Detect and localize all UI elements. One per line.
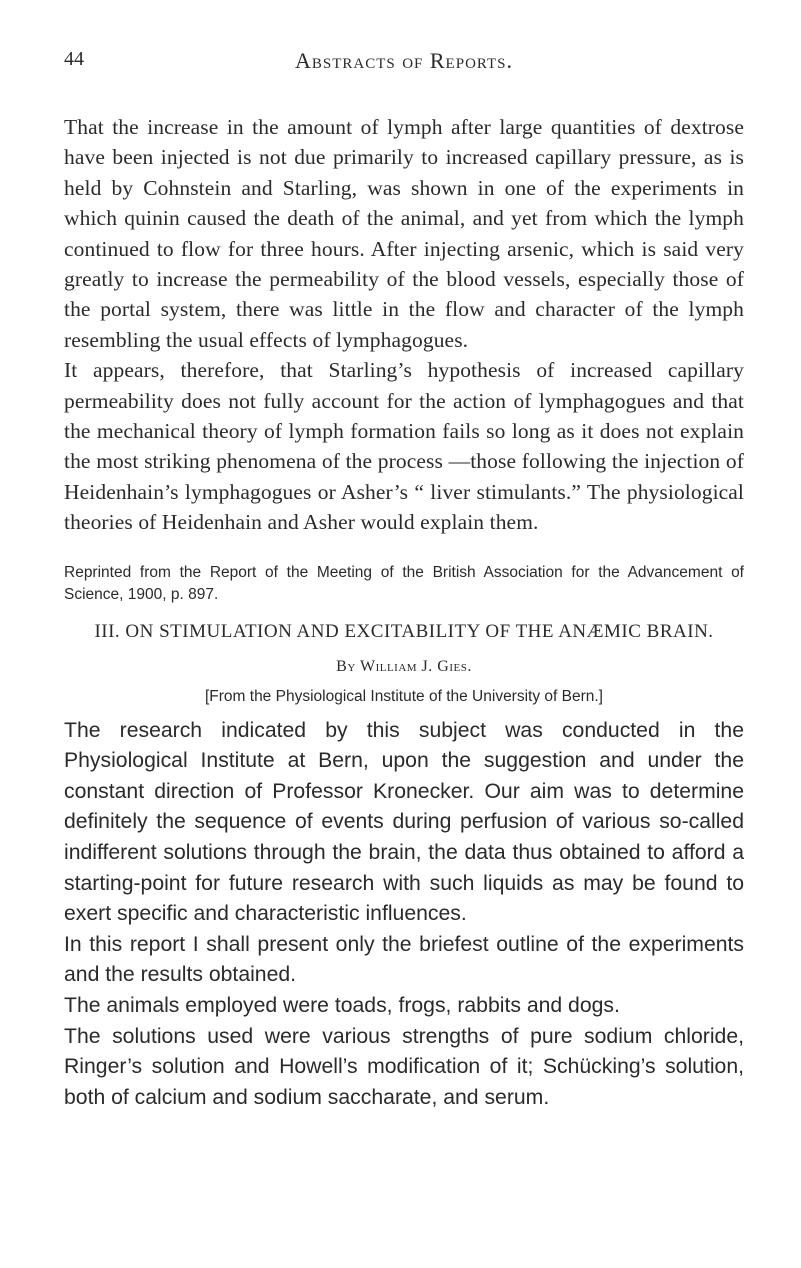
article-affiliation: [From the Physiological Institute of the University of Bern.] [204,687,603,705]
running-head: Abstracts of Reports. [294,48,514,73]
article-title: III. ON STIMULATION AND EXCITABILITY OF THE ANÆMIC BRAIN. [94,620,714,642]
page [64,48,744,1113]
paragraph: The solutions used were various strengths of pure sodium chloride, Ringer’s solution and Howell’s modification of it; Schücking’s solution, both of calcium and sodium saccharate, and serum. [64,1024,744,1109]
page-header [64,48,744,78]
article-body [64,716,744,1114]
article-byline: By William J. Gies. [336,657,472,675]
paragraph: In this report I shall present only the briefest outline of the experiments and the results obtained. [64,932,744,987]
page-number: 44 [64,48,84,70]
paragraph: The research indicated by this subject was conducted in the Physiological Institute at Bern, upon the suggestion and under the constant direction of Professor Kronecker. Our aim was to determine definitely the sequence of events during perfusion of various so-called indifferent solutions through the brain, the data thus obtained to afford a starting-point for future research with such liquids as may be found to exert specific and characteristic influences. [64,718,744,926]
continued-text [64,112,744,538]
paragraph: The animals employed were toads, frogs, rabbits and dogs. [64,994,620,1018]
reprint-note: Reprinted from the Report of the Meeting of the British Association for the Advancement of Science, 1900, p. 897. [64,563,744,603]
paragraph: It appears, therefore, that Starling’s hypothesis of increased capillary permeability does not fully account for the action of lymphagogues and that the mechanical theory of lymph formation fails so long as it does not explain the most striking phenomena of the process —those following the injection of Heidenhain’s lymphagogues or Asher’s “ liver stimulants.” The physiological theories of Heidenhain and Asher would explain them. [64,358,744,535]
paragraph: That the increase in the amount of lymph after large quantities of dextrose have been injected is not due primarily to increased capillary pressure, as is held by Cohnstein and Starling, was shown in one of the experiments in which quinin caused the death of the animal, and yet from which the lymph continued to flow for three hours. After injecting arsenic, which is said very greatly to increase the permeability of the blood vessels, especially those of the portal system, there was little in the flow and character of the lymph resembling the usual effects of lymphagogues. [64,115,744,352]
